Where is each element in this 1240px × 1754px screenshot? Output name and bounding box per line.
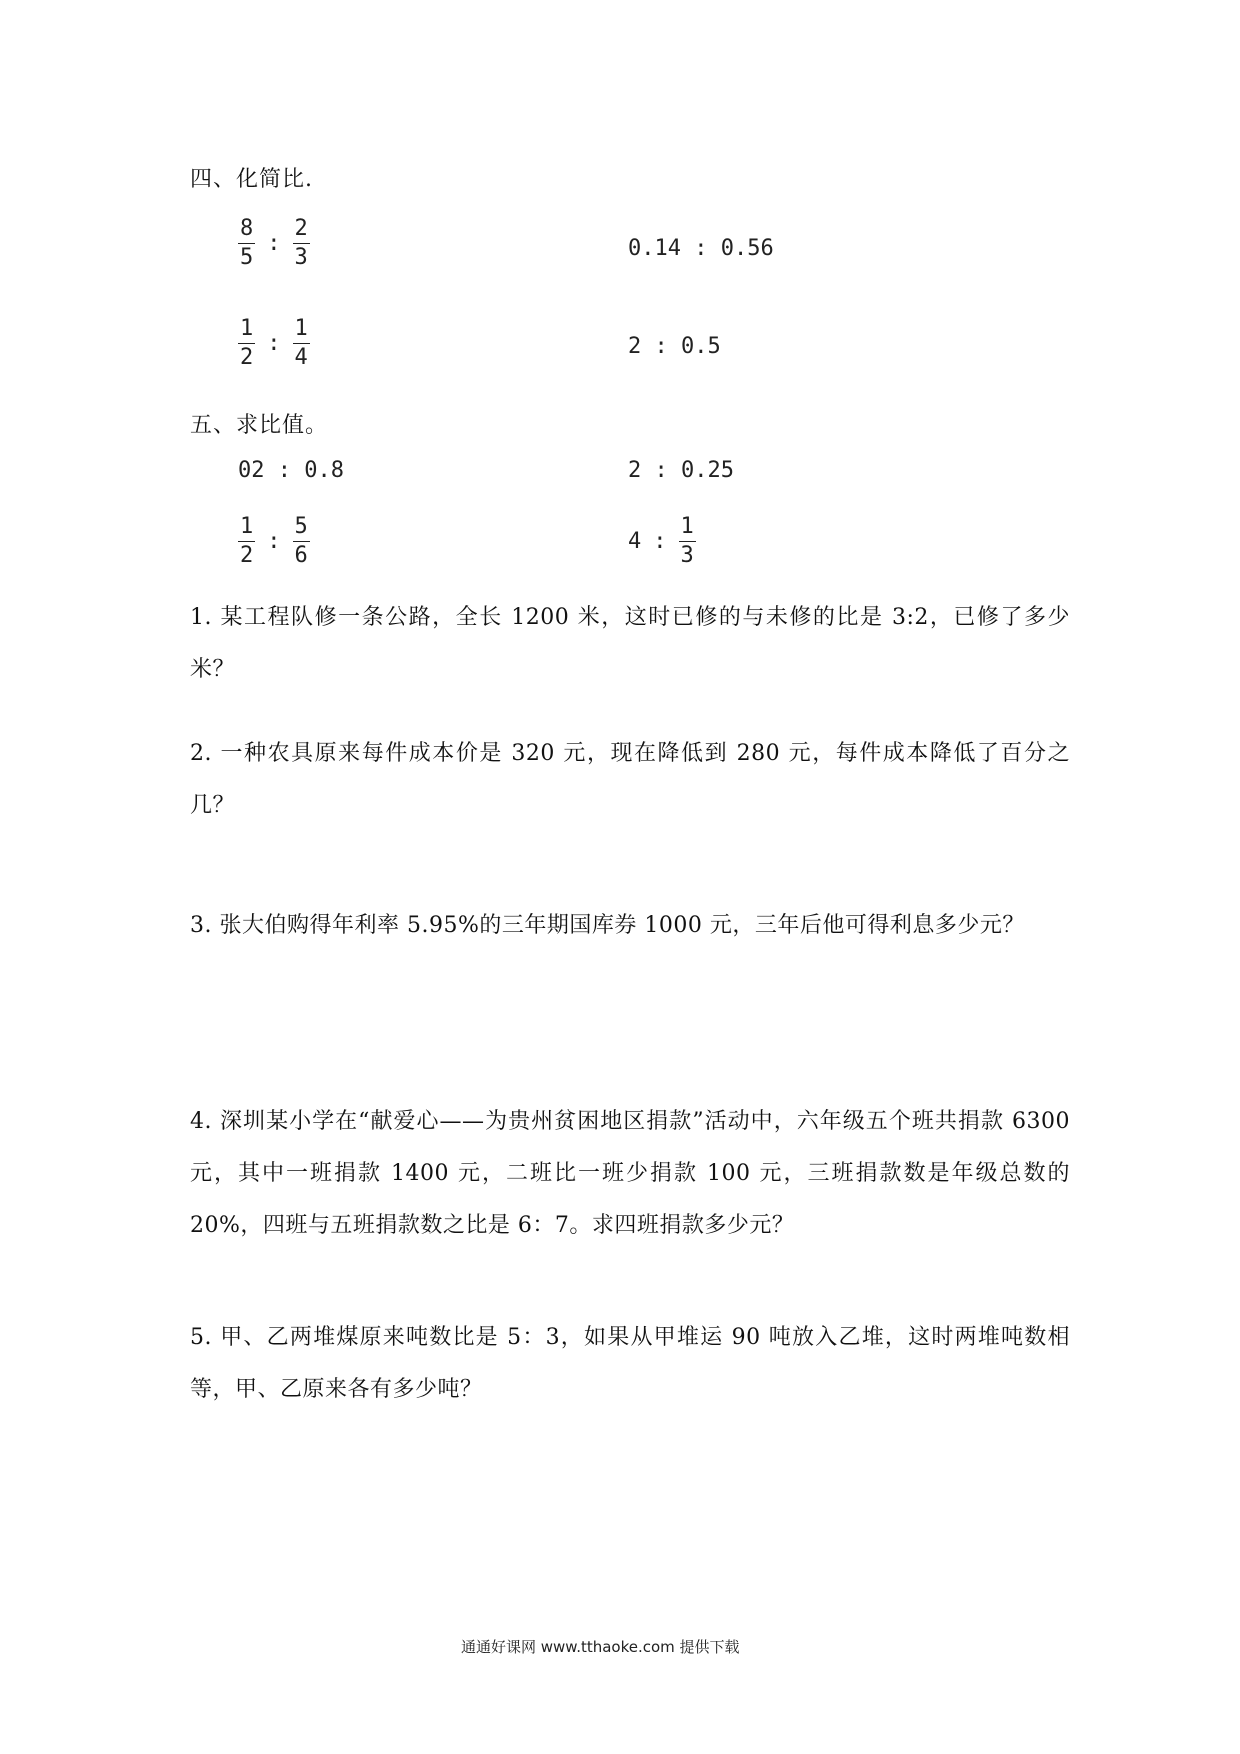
numerator: 8	[238, 218, 255, 244]
fraction	[238, 218, 255, 269]
word-problem-4: 4. 深圳某小学在“献爱心——为贵州贫困地区捐款”活动中，六年级五个班共捐款 6300 元，其中一班捐款 1400 元，二班比一班少捐款 100 元，三班捐款数是年级总数的 20%，四班与五班捐款数之比是 6：7。求四班捐款多少元？	[190, 1109, 1070, 1238]
numerator: 1	[238, 318, 255, 344]
numerator: 2	[293, 218, 310, 244]
section-5-heading: 五、求比值。	[190, 413, 329, 438]
denominator: 5	[240, 245, 254, 270]
fraction	[293, 218, 310, 269]
ratio-colon: :	[267, 331, 281, 356]
ratio-colon: :	[653, 529, 667, 554]
section-4-heading: 四、化简比.	[190, 167, 313, 192]
ratio-colon: :	[267, 529, 281, 554]
denominator: 6	[294, 543, 308, 568]
denominator: 3	[680, 543, 694, 568]
ratio-expression-8-5-to-2-3	[238, 218, 310, 269]
numerator: 1	[293, 318, 310, 344]
ratio-expression-1-2-to-1-4	[238, 318, 310, 369]
denominator: 2	[240, 345, 254, 370]
fraction	[679, 516, 696, 567]
page-footer: 通通好课网 www.tthaoke.com 提供下载	[461, 1638, 740, 1656]
denominator: 3	[294, 245, 308, 270]
ratio-colon: :	[267, 231, 281, 256]
numerator: 1	[238, 516, 255, 542]
fraction	[293, 516, 310, 567]
fraction	[238, 318, 255, 369]
numerator: 5	[293, 516, 310, 542]
fraction	[293, 318, 310, 369]
ratio-expression-02-to-0.8: 02 : 0.8	[238, 458, 344, 483]
fraction	[238, 516, 255, 567]
ratio-expression-2-to-0.5: 2 : 0.5	[628, 334, 721, 359]
ratio-expression-1-2-to-5-6	[238, 516, 310, 567]
word-problem-5: 5. 甲、乙两堆煤原来吨数比是 5：3，如果从甲堆运 90 吨放入乙堆，这时两堆吨数相等，甲、乙原来各有多少吨？	[190, 1325, 1070, 1402]
word-problem-2: 2. 一种农具原来每件成本价是 320 元，现在降低到 280 元，每件成本降低了百分之几？	[190, 741, 1070, 818]
word-problem-1: 1. 某工程队修一条公路，全长 1200 米，这时已修的与未修的比是 3:2，已修了多少米？	[190, 605, 1070, 682]
ratio-expression-decimal: 0.14 : 0.56	[628, 236, 774, 261]
ratio-expression-4-to-1-3	[628, 516, 696, 567]
whole-number: 4	[628, 529, 642, 554]
ratio-expression-2-to-0.25: 2 : 0.25	[628, 458, 734, 483]
word-problem-3: 3. 张大伯购得年利率 5.95%的三年期国库券 1000 元，三年后他可得利息多少元？	[190, 913, 1025, 938]
denominator: 4	[294, 345, 308, 370]
denominator: 2	[240, 543, 254, 568]
numerator: 1	[679, 516, 696, 542]
